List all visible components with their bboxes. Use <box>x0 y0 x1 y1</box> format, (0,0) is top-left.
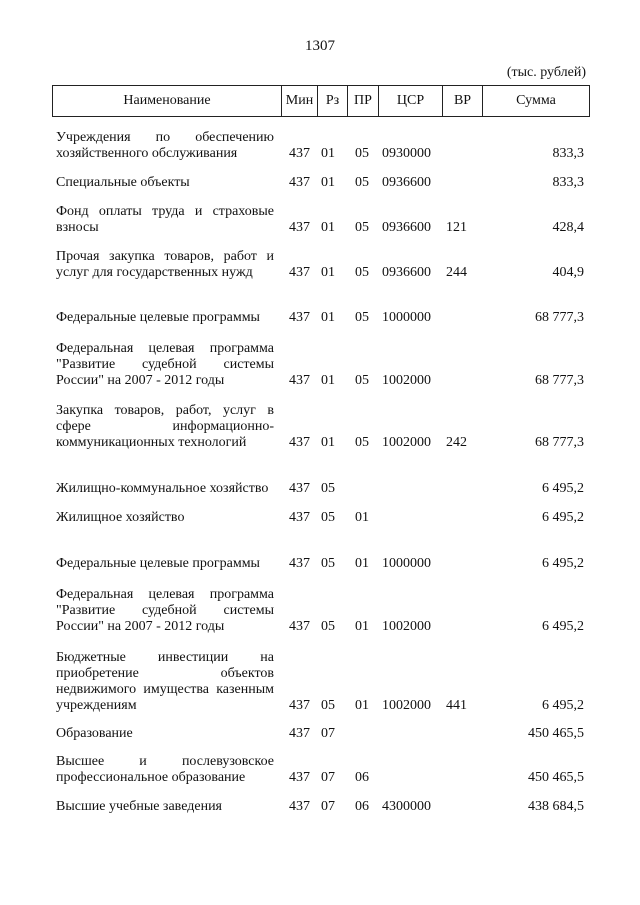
row-csr: 0936600 <box>382 265 431 280</box>
row-rz: 01 <box>321 373 335 388</box>
row-min: 437 <box>289 373 310 388</box>
row-pr: 05 <box>355 265 369 280</box>
row-rz: 01 <box>321 435 335 450</box>
table-row <box>0 756 640 786</box>
row-csr: 1002000 <box>382 619 431 634</box>
row-min: 437 <box>289 698 310 713</box>
row-vr: 242 <box>446 435 467 450</box>
row-name: Учреждения по обеспечению хозяйственного обслуживания <box>56 130 274 161</box>
row-rz: 05 <box>321 698 335 713</box>
row-min: 437 <box>289 799 310 814</box>
row-min: 437 <box>289 310 310 325</box>
row-sum: 833,3 <box>552 175 584 190</box>
row-min: 437 <box>289 265 310 280</box>
row-min: 437 <box>289 481 310 496</box>
row-sum: 68 777,3 <box>535 310 584 325</box>
row-pr: 05 <box>355 373 369 388</box>
row-sum: 68 777,3 <box>535 373 584 388</box>
row-pr: 01 <box>355 698 369 713</box>
row-csr: 1000000 <box>382 310 431 325</box>
row-sum: 6 495,2 <box>542 510 584 525</box>
row-min: 437 <box>289 556 310 571</box>
page-number: 1307 <box>305 38 335 54</box>
row-csr: 4300000 <box>382 799 431 814</box>
row-rz: 07 <box>321 799 335 814</box>
row-rz: 05 <box>321 619 335 634</box>
row-vr: 441 <box>446 698 467 713</box>
row-sum: 6 495,2 <box>542 481 584 496</box>
table-row <box>0 512 640 526</box>
row-rz: 01 <box>321 175 335 190</box>
row-sum: 404,9 <box>552 265 584 280</box>
table-row <box>0 250 640 281</box>
row-sum: 68 777,3 <box>535 435 584 450</box>
row-name: Федеральная целевая программа "Развитие судебной системы России" на 2007 - 2012 годы <box>56 341 274 388</box>
row-rz: 01 <box>321 146 335 161</box>
row-pr: 05 <box>355 175 369 190</box>
table-row <box>0 204 640 236</box>
row-csr: 1000000 <box>382 556 431 571</box>
row-min: 437 <box>289 435 310 450</box>
table-row <box>0 800 640 815</box>
table-row <box>0 728 640 742</box>
row-pr: 05 <box>355 435 369 450</box>
row-pr: 05 <box>355 220 369 235</box>
row-name: Жилищное хозяйство <box>56 510 185 525</box>
row-rz: 01 <box>321 310 335 325</box>
row-pr: 01 <box>355 556 369 571</box>
table-row <box>0 296 640 326</box>
row-vr: 244 <box>446 265 467 280</box>
row-name: Фонд оплаты труда и страховые взносы <box>56 204 274 235</box>
row-rz: 07 <box>321 770 335 785</box>
row-sum: 6 495,2 <box>542 698 584 713</box>
row-csr: 1002000 <box>382 435 431 450</box>
table-row <box>0 340 640 389</box>
row-min: 437 <box>289 220 310 235</box>
row-sum: 833,3 <box>552 146 584 161</box>
row-sum: 450 465,5 <box>528 770 584 785</box>
row-sum: 6 495,2 <box>542 556 584 571</box>
header-rz: Рз <box>325 93 340 108</box>
row-name: Высшее и послевузовское профессиональное образование <box>56 754 274 785</box>
row-csr: 1002000 <box>382 373 431 388</box>
row-min: 437 <box>289 510 310 525</box>
row-pr: 06 <box>355 770 369 785</box>
row-rz: 05 <box>321 556 335 571</box>
row-pr: 01 <box>355 619 369 634</box>
row-name: Федеральная целевая программа "Развитие судебной системы России" на 2007 - 2012 годы <box>56 587 274 634</box>
row-min: 437 <box>289 146 310 161</box>
row-min: 437 <box>289 770 310 785</box>
row-pr: 05 <box>355 310 369 325</box>
row-name: Прочая закупка товаров, работ и услуг для государственных нужд <box>56 249 274 280</box>
unit-note: (тыс. рублей) <box>506 65 586 80</box>
table-row <box>0 586 640 635</box>
table-row <box>0 403 640 451</box>
header-min: Мин <box>285 93 314 108</box>
row-csr: 1002000 <box>382 698 431 713</box>
row-pr: 01 <box>355 510 369 525</box>
row-name: Бюджетные инвестиции на приобретение объектов недвижимого имущества казенным учреждениям <box>56 650 274 713</box>
row-name: Специальные объекты <box>56 175 190 190</box>
row-sum: 428,4 <box>552 220 584 235</box>
header-vr: ВР <box>453 93 472 108</box>
row-sum: 438 684,5 <box>528 799 584 814</box>
row-name: Закупка товаров, работ, услуг в сфере информационно-коммуникационных технологий <box>56 403 274 450</box>
table-row <box>0 648 640 714</box>
row-min: 437 <box>289 619 310 634</box>
header-sum: Сумма <box>516 93 556 108</box>
row-sum: 450 465,5 <box>528 726 584 741</box>
row-rz: 01 <box>321 220 335 235</box>
row-sum: 6 495,2 <box>542 619 584 634</box>
row-csr: 0936600 <box>382 175 431 190</box>
row-name: Высшие учебные заведения <box>56 799 222 814</box>
row-rz: 01 <box>321 265 335 280</box>
row-csr: 0936600 <box>382 220 431 235</box>
row-name: Образование <box>56 726 133 741</box>
header-name: Наименование <box>123 93 211 108</box>
header-pr: ПР <box>354 93 372 108</box>
row-rz: 05 <box>321 510 335 525</box>
header-csr: ЦСР <box>396 93 425 108</box>
table-row <box>0 128 640 162</box>
row-rz: 05 <box>321 481 335 496</box>
row-name: Федеральные целевые программы <box>56 556 260 571</box>
row-rz: 07 <box>321 726 335 741</box>
row-vr: 121 <box>446 220 467 235</box>
table-header <box>52 85 590 117</box>
row-pr: 05 <box>355 146 369 161</box>
table-row <box>0 540 640 572</box>
row-pr: 06 <box>355 799 369 814</box>
row-name: Жилищно-коммунальное хозяйство <box>56 481 269 496</box>
row-name: Федеральные целевые программы <box>56 310 260 325</box>
table-row <box>0 466 640 497</box>
row-csr: 0930000 <box>382 146 431 161</box>
row-min: 437 <box>289 175 310 190</box>
row-min: 437 <box>289 726 310 741</box>
table-row <box>0 175 640 191</box>
